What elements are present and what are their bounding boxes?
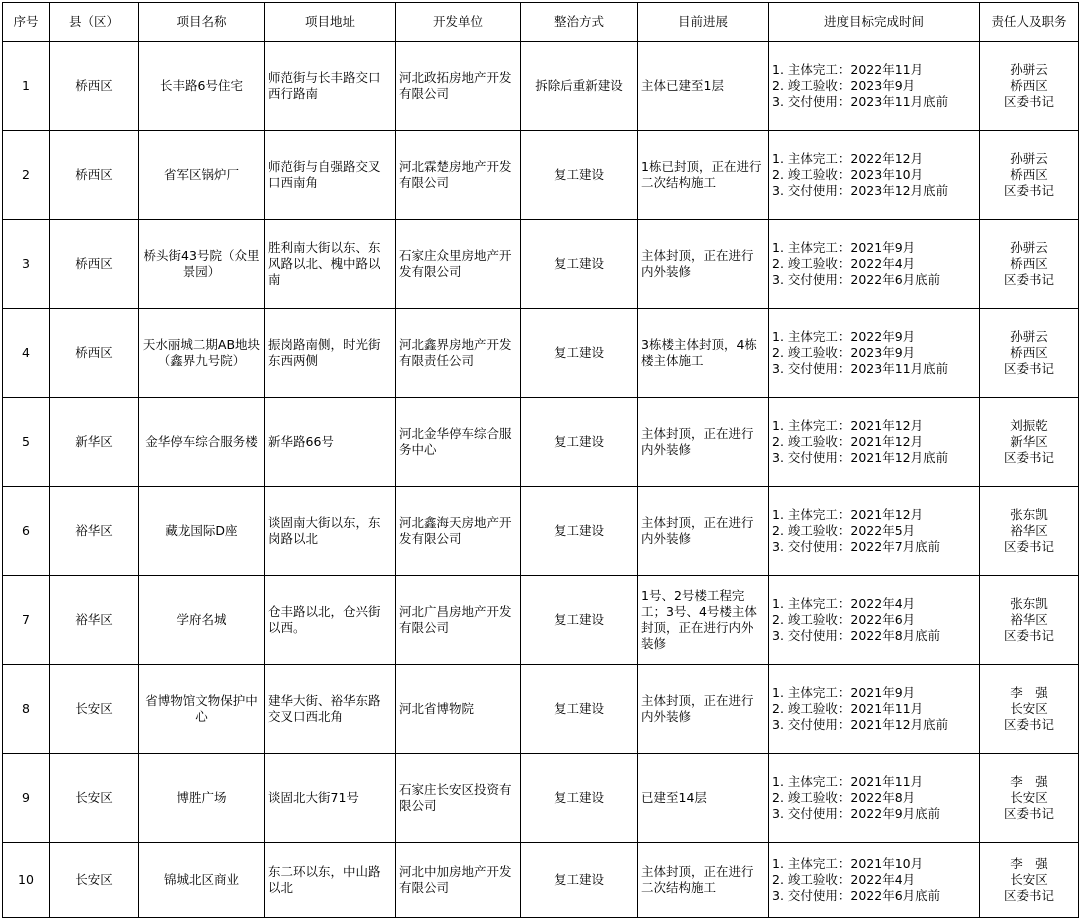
- header-cell-address: 项目地址: [265, 3, 396, 42]
- time-line: 3. 交付使用：2022年6月底前: [772, 272, 941, 287]
- cell-district: 桥西区: [50, 42, 139, 131]
- person-name: 李 强: [1010, 856, 1048, 871]
- cell-district: 桥西区: [50, 309, 139, 398]
- person-unit: 长安区: [1010, 701, 1048, 716]
- cell-no: 6: [3, 487, 50, 576]
- progress-text: 主体封顶，正在进行内外装修: [641, 693, 754, 724]
- table-row: [3, 754, 1079, 843]
- cell-target-time: [769, 487, 980, 576]
- cell-district: 长安区: [50, 754, 139, 843]
- time-line: 3. 交付使用：2021年12月底前: [772, 450, 949, 465]
- time-line: 3. 交付使用：2022年9月底前: [772, 806, 941, 821]
- person-unit: 长安区: [1010, 872, 1048, 887]
- time-line: 3. 交付使用：2022年7月底前: [772, 539, 941, 554]
- header-cell-no: 序号: [3, 3, 50, 42]
- cell-developer: 河北广昌房地产开发有限公司: [396, 576, 521, 665]
- cell-method: 复工建设: [521, 398, 638, 487]
- time-line: 2. 竣工验收：2021年11月: [772, 701, 924, 716]
- cell-district: 桥西区: [50, 220, 139, 309]
- cell-project-name: 省博物馆文物保护中心: [139, 665, 265, 754]
- time-line: 3. 交付使用：2022年8月底前: [772, 628, 941, 643]
- table-row: [3, 131, 1079, 220]
- cell-progress: [638, 576, 769, 665]
- time-line: 2. 竣工验收：2023年9月: [772, 78, 916, 93]
- cell-target-time: [769, 131, 980, 220]
- cell-no: 7: [3, 576, 50, 665]
- progress-text: 主体已建至1层: [641, 78, 724, 93]
- cell-no: 8: [3, 665, 50, 754]
- progress-text: 1栋已封顶，正在进行二次结构施工: [641, 159, 762, 190]
- person-unit: 裕华区: [1010, 523, 1048, 538]
- time-line: 2. 竣工验收：2022年4月: [772, 256, 916, 271]
- header-cell-method: 整治方式: [521, 3, 638, 42]
- cell-method: 复工建设: [521, 487, 638, 576]
- cell-progress: [638, 42, 769, 131]
- cell-developer: 河北政拓房地产开发有限公司: [396, 42, 521, 131]
- cell-target-time: [769, 576, 980, 665]
- cell-target-time: [769, 843, 980, 918]
- person-name: 张东凯: [1010, 507, 1048, 522]
- time-line: 1. 主体完工：2022年11月: [772, 62, 924, 77]
- table-row: [3, 42, 1079, 131]
- cell-progress: [638, 665, 769, 754]
- cell-project-name: 学府名城: [139, 576, 265, 665]
- cell-no: 5: [3, 398, 50, 487]
- table-row: [3, 487, 1079, 576]
- cell-address: 振岗路南侧，时光街东西两侧: [265, 309, 396, 398]
- cell-developer: 河北省博物院: [396, 665, 521, 754]
- cell-address: 东二环以东，中山路以北: [265, 843, 396, 918]
- person-title: 区委书记: [1003, 450, 1054, 465]
- cell-method: 复工建设: [521, 665, 638, 754]
- person-name: 李 强: [1010, 685, 1048, 700]
- person-unit: 新华区: [1010, 434, 1048, 449]
- cell-no: 2: [3, 131, 50, 220]
- table-row: [3, 220, 1079, 309]
- cell-developer: 河北鑫界房地产开发有限责任公司: [396, 309, 521, 398]
- person-unit: 桥西区: [1010, 256, 1048, 271]
- time-line: 1. 主体完工：2022年4月: [772, 596, 916, 611]
- time-line: 2. 竣工验收：2023年10月: [772, 167, 924, 182]
- person-title: 区委书记: [1003, 539, 1054, 554]
- cell-target-time: [769, 42, 980, 131]
- cell-developer: 河北霖楚房地产开发有限公司: [396, 131, 521, 220]
- cell-project-name: 天水丽城二期AB地块（鑫界九号院）: [139, 309, 265, 398]
- cell-address: 仓丰路以北，仓兴街以西。: [265, 576, 396, 665]
- time-line: 1. 主体完工：2021年9月: [772, 685, 916, 700]
- person-unit: 裕华区: [1010, 612, 1048, 627]
- cell-responsible: [980, 131, 1079, 220]
- cell-responsible: [980, 220, 1079, 309]
- cell-method: 复工建设: [521, 220, 638, 309]
- header-cell-name: 项目名称: [139, 3, 265, 42]
- person-name: 孙骈云: [1010, 62, 1048, 77]
- person-name: 李 强: [1010, 774, 1048, 789]
- cell-responsible: [980, 42, 1079, 131]
- time-line: 1. 主体完工：2021年10月: [772, 856, 924, 871]
- cell-responsible: [980, 843, 1079, 918]
- time-line: 2. 竣工验收：2022年6月: [772, 612, 916, 627]
- person-title: 区委书记: [1003, 717, 1054, 732]
- person-unit: 桥西区: [1010, 167, 1048, 182]
- cell-developer: 河北金华停车综合服务中心: [396, 398, 521, 487]
- cell-district: 新华区: [50, 398, 139, 487]
- time-line: 1. 主体完工：2021年12月: [772, 507, 924, 522]
- time-line: 2. 竣工验收：2022年8月: [772, 790, 916, 805]
- progress-text: 已建至14层: [641, 790, 707, 805]
- header-cell-district: 县（区）: [50, 3, 139, 42]
- cell-district: 长安区: [50, 665, 139, 754]
- header-cell-time: 进度目标完成时间: [769, 3, 980, 42]
- cell-responsible: [980, 398, 1079, 487]
- time-line: 2. 竣工验收：2023年9月: [772, 345, 916, 360]
- person-name: 孙骈云: [1010, 151, 1048, 166]
- person-title: 区委书记: [1003, 361, 1054, 376]
- time-line: 3. 交付使用：2022年6月底前: [772, 888, 941, 903]
- time-line: 1. 主体完工：2021年12月: [772, 418, 924, 433]
- cell-no: 9: [3, 754, 50, 843]
- header-cell-person: 责任人及职务: [980, 3, 1079, 42]
- cell-progress: [638, 220, 769, 309]
- time-line: 3. 交付使用：2023年11月底前: [772, 361, 949, 376]
- cell-responsible: [980, 487, 1079, 576]
- cell-target-time: [769, 665, 980, 754]
- table-row: [3, 665, 1079, 754]
- table-row: [3, 576, 1079, 665]
- person-title: 区委书记: [1003, 183, 1054, 198]
- cell-address: 师范街与长丰路交口西行路南: [265, 42, 396, 131]
- cell-progress: [638, 309, 769, 398]
- cell-method: 复工建设: [521, 754, 638, 843]
- cell-project-name: 锦城北区商业: [139, 843, 265, 918]
- progress-text: 主体封顶，正在进行内外装修: [641, 515, 754, 546]
- time-line: 1. 主体完工：2021年11月: [772, 774, 924, 789]
- header-cell-developer: 开发单位: [396, 3, 521, 42]
- person-title: 区委书记: [1003, 94, 1054, 109]
- cell-developer: 石家庄长安区投资有限公司: [396, 754, 521, 843]
- cell-project-name: 桥头街43号院（众里景园）: [139, 220, 265, 309]
- cell-address: 胜利南大街以东、东风路以北、槐中路以南: [265, 220, 396, 309]
- project-table: [2, 2, 1079, 918]
- table-row: [3, 309, 1079, 398]
- cell-district: 长安区: [50, 843, 139, 918]
- person-name: 孙骈云: [1010, 329, 1048, 344]
- cell-developer: 石家庄众里房地产开发有限公司: [396, 220, 521, 309]
- time-line: 1. 主体完工：2022年12月: [772, 151, 924, 166]
- person-unit: 桥西区: [1010, 345, 1048, 360]
- cell-responsible: [980, 754, 1079, 843]
- cell-address: 谈固南大街以东，东岗路以北: [265, 487, 396, 576]
- cell-project-name: 博胜广场: [139, 754, 265, 843]
- cell-responsible: [980, 665, 1079, 754]
- cell-address: 谈固北大街71号: [265, 754, 396, 843]
- cell-target-time: [769, 398, 980, 487]
- cell-method: 复工建设: [521, 131, 638, 220]
- cell-project-name: 藏龙国际D座: [139, 487, 265, 576]
- progress-text: 主体封顶，正在进行内外装修: [641, 426, 754, 457]
- cell-address: 新华路66号: [265, 398, 396, 487]
- table-row: [3, 398, 1079, 487]
- progress-text: 1号、2号楼工程完工；3号、4号楼主体封顶，正在进行内外装修: [641, 588, 757, 651]
- cell-project-name: 长丰路6号住宅: [139, 42, 265, 131]
- cell-developer: 河北中加房地产开发有限公司: [396, 843, 521, 918]
- person-name: 孙骈云: [1010, 240, 1048, 255]
- time-line: 3. 交付使用：2021年12月底前: [772, 717, 949, 732]
- cell-no: 1: [3, 42, 50, 131]
- cell-no: 10: [3, 843, 50, 918]
- progress-text: 主体封顶，正在进行内外装修: [641, 248, 754, 279]
- cell-method: 复工建设: [521, 843, 638, 918]
- cell-project-name: 金华停车综合服务楼: [139, 398, 265, 487]
- cell-district: 裕华区: [50, 487, 139, 576]
- cell-target-time: [769, 220, 980, 309]
- time-line: 1. 主体完工：2021年9月: [772, 240, 916, 255]
- cell-target-time: [769, 754, 980, 843]
- person-title: 区委书记: [1003, 628, 1054, 643]
- progress-text: 3栋楼主体封顶，4栋楼主体施工: [641, 337, 757, 368]
- person-title: 区委书记: [1003, 806, 1054, 821]
- cell-target-time: [769, 309, 980, 398]
- cell-project-name: 省军区锅炉厂: [139, 131, 265, 220]
- person-title: 区委书记: [1003, 888, 1054, 903]
- cell-progress: [638, 843, 769, 918]
- person-unit: 桥西区: [1010, 78, 1048, 93]
- cell-no: 3: [3, 220, 50, 309]
- time-line: 2. 竣工验收：2021年12月: [772, 434, 924, 449]
- time-line: 2. 竣工验收：2022年4月: [772, 872, 916, 887]
- header-cell-progress: 目前进展: [638, 3, 769, 42]
- person-name: 刘振乾: [1010, 418, 1048, 433]
- time-line: 3. 交付使用：2023年11月底前: [772, 94, 949, 109]
- cell-progress: [638, 131, 769, 220]
- cell-responsible: [980, 309, 1079, 398]
- cell-developer: 河北鑫海天房地产开发有限公司: [396, 487, 521, 576]
- cell-no: 4: [3, 309, 50, 398]
- cell-method: 拆除后重新建设: [521, 42, 638, 131]
- cell-method: 复工建设: [521, 576, 638, 665]
- time-line: 1. 主体完工：2022年9月: [772, 329, 916, 344]
- cell-progress: [638, 487, 769, 576]
- person-name: 张东凯: [1010, 596, 1048, 611]
- cell-address: 建华大街、裕华东路交叉口西北角: [265, 665, 396, 754]
- header-row: [3, 3, 1079, 42]
- cell-responsible: [980, 576, 1079, 665]
- cell-progress: [638, 754, 769, 843]
- cell-district: 裕华区: [50, 576, 139, 665]
- progress-text: 主体封顶，正在进行二次结构施工: [641, 864, 754, 895]
- cell-district: 桥西区: [50, 131, 139, 220]
- cell-address: 师范街与自强路交叉口西南角: [265, 131, 396, 220]
- table-row: [3, 843, 1079, 918]
- time-line: 3. 交付使用：2023年12月底前: [772, 183, 949, 198]
- cell-progress: [638, 398, 769, 487]
- person-unit: 长安区: [1010, 790, 1048, 805]
- time-line: 2. 竣工验收：2022年5月: [772, 523, 916, 538]
- cell-method: 复工建设: [521, 309, 638, 398]
- person-title: 区委书记: [1003, 272, 1054, 287]
